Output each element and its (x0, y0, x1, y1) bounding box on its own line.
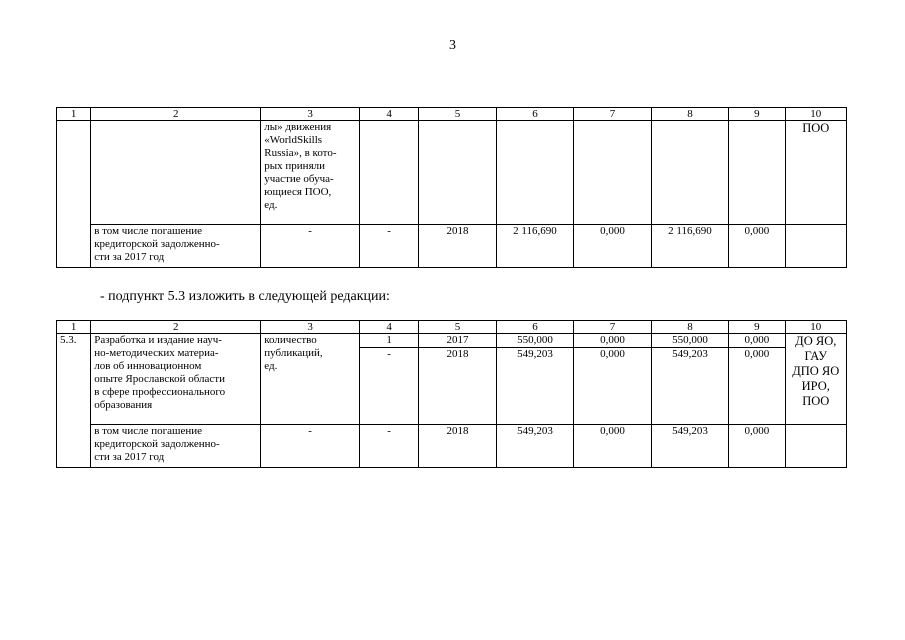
table-continuation (56, 107, 847, 268)
cell-amount: 0,000 (729, 348, 785, 425)
cell-number: 5.3. (57, 334, 91, 468)
cell-amount: 0,000 (729, 334, 785, 348)
header-cell: 1 (57, 321, 91, 334)
header-cell: 6 (496, 108, 573, 121)
header-cell: 1 (57, 108, 91, 121)
header-cell: 4 (359, 108, 418, 121)
cell-amount: 2 116,690 (496, 225, 573, 268)
cell-empty (651, 121, 728, 225)
cell-amount: 0,000 (574, 334, 651, 348)
cell-executor: ДО ЯО, ГАУ ДПО ЯО ИРО, ПОО (785, 334, 846, 425)
header-cell: 7 (574, 321, 651, 334)
cell-value: - (359, 425, 418, 468)
header-cell: 4 (359, 321, 418, 334)
header-cell: 8 (651, 108, 728, 121)
cell-indicator: количество публикаций, ед. (261, 334, 360, 425)
cell-debt-description: в том числе погашение кредиторской задолженно- сти за 2017 год (91, 225, 261, 268)
header-cell: 9 (729, 108, 785, 121)
cell-amount: 549,203 (651, 425, 728, 468)
cell-empty (574, 121, 651, 225)
table-row (57, 225, 847, 268)
cell-amount: 0,000 (729, 225, 785, 268)
table-row (57, 334, 847, 348)
header-cell: 2 (91, 108, 261, 121)
cell-year: 2017 (419, 334, 496, 348)
cell-description (91, 121, 261, 225)
table-subpoint-5-3 (56, 320, 847, 468)
cell-amount: 2 116,690 (651, 225, 728, 268)
cell-empty (359, 121, 418, 225)
cell-value: - (359, 225, 418, 268)
header-cell: 2 (91, 321, 261, 334)
cell-debt-description: в том числе погашение кредиторской задолженно- сти за 2017 год (91, 425, 261, 468)
cell-amount: 549,203 (496, 425, 573, 468)
cell-value: 1 (359, 334, 418, 348)
cell-empty (419, 121, 496, 225)
cell-year: 2018 (419, 348, 496, 425)
header-cell: 7 (574, 108, 651, 121)
cell-amount: 549,203 (651, 348, 728, 425)
cell-empty (729, 121, 785, 225)
amendment-text: - подпункт 5.3 изложить в следующей редакции: (100, 289, 390, 304)
header-cell: 8 (651, 321, 728, 334)
cell-executor: ПОО (785, 121, 846, 225)
header-cell: 5 (419, 321, 496, 334)
cell-amount: 549,203 (496, 348, 573, 425)
cell-empty (496, 121, 573, 225)
header-cell: 6 (496, 321, 573, 334)
cell-amount: 550,000 (496, 334, 573, 348)
cell-year: 2018 (419, 425, 496, 468)
cell-value: - (359, 348, 418, 425)
header-row (57, 108, 847, 121)
header-cell: 9 (729, 321, 785, 334)
table-row (57, 121, 847, 225)
cell-executor (785, 425, 846, 468)
header-cell: 3 (261, 108, 360, 121)
header-cell: 10 (785, 321, 846, 334)
cell-executor (785, 225, 846, 268)
header-cell: 3 (261, 321, 360, 334)
cell-number (57, 121, 91, 268)
cell-amount: 0,000 (574, 348, 651, 425)
cell-amount: 0,000 (729, 425, 785, 468)
cell-amount: 550,000 (651, 334, 728, 348)
cell-indicator: - (261, 225, 360, 268)
cell-amount: 0,000 (574, 425, 651, 468)
header-row (57, 321, 847, 334)
cell-year: 2018 (419, 225, 496, 268)
header-cell: 5 (419, 108, 496, 121)
cell-indicator: лы» движения «WorldSkills Russia», в кото- рых приняли участие обуча- ющиеся ПОО, ед. (261, 121, 360, 225)
header-cell: 10 (785, 108, 846, 121)
cell-description: Разработка и издание науч- но-методических материа- лов об инновационном опыте Ярославской области в сфере профессионального образования (91, 334, 261, 425)
page-number: 3 (449, 38, 456, 53)
cell-amount: 0,000 (574, 225, 651, 268)
cell-indicator: - (261, 425, 360, 468)
table-row (57, 425, 847, 468)
